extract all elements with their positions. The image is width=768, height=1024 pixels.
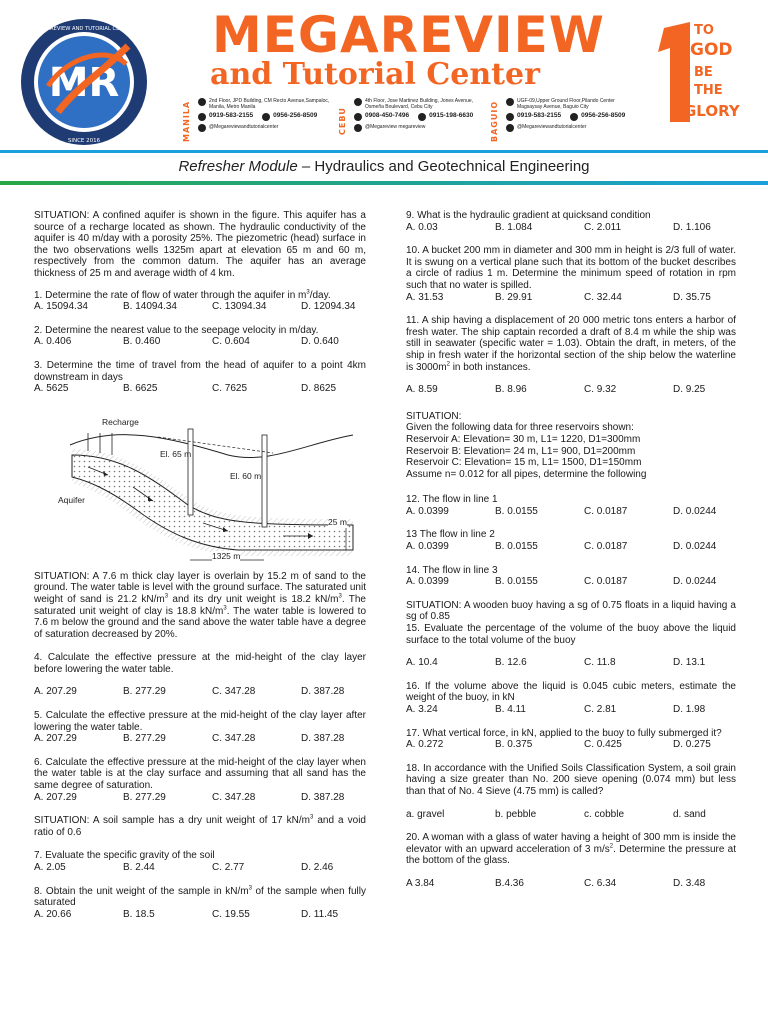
- situation-reservoirs: [406, 411, 736, 481]
- choice: D. 2.46: [301, 862, 334, 873]
- choice: c. cobble: [584, 808, 625, 820]
- choices-1: [34, 301, 366, 313]
- mobile-icon: [418, 113, 426, 121]
- aquifer-figure: [58, 415, 358, 563]
- question-8: [34, 886, 366, 909]
- question-text: of the sample when fully saturated: [34, 885, 366, 909]
- choice: C. 347.28: [212, 733, 256, 745]
- question-3: 3. Determine the time of travel from the head of aquifer to a point 4km downstream in days: [34, 359, 366, 383]
- mobile-icon: [570, 113, 578, 121]
- choice: A. 0.0399: [406, 576, 449, 588]
- aquifer-diagram: [58, 415, 358, 563]
- question-6: 6. Calculate the effective pressure at the mid-height of the clay layer when the water table is at the clay surface and assuming that all sand has the same degree of saturation.: [34, 756, 366, 792]
- choice: C. 2.81: [584, 704, 617, 715]
- logo-ring-bottom: SINCE 2016: [67, 138, 101, 144]
- choices-9: [406, 222, 736, 234]
- question-text: 1. Determine the rate of flow of water through the aquifer in m: [34, 289, 307, 301]
- choices-17: [406, 739, 736, 751]
- choice: D. 1.106: [673, 221, 711, 233]
- superscript: 3: [248, 885, 252, 892]
- choice: A. 0.272: [406, 739, 444, 751]
- choice: B. 2.44: [123, 862, 155, 873]
- question-20: [406, 832, 736, 867]
- location-name: MANILA: [182, 100, 191, 142]
- figure-label-el65: El. 65 m: [160, 448, 192, 459]
- situation-line: Reservoir C: Elevation= 15 m, L1= 1500, D1=150mm: [406, 457, 642, 469]
- superscript: 2: [609, 843, 614, 850]
- location-facebook: @Megareview megareview: [365, 124, 426, 130]
- situation-clay-layer: [34, 571, 366, 641]
- module-title-italic: Refresher Module: [178, 158, 298, 175]
- choice: B. 12.6: [495, 657, 527, 669]
- figure-label-aquifer: Aquifer: [58, 494, 85, 505]
- choice: A. 0.406: [34, 336, 72, 348]
- question-text: 11. A ship having a displacement of 20 000 metric tons enters a harbor of fresh water. The ship captain recorded a draft of 8.4 m while the ship was still in seawater (specific water = 1.03). Obtain the draft, in meters, of the ship in fresh water if the horizontal section of the ship below the waterline is 3000m: [406, 315, 736, 373]
- phone-icon: [354, 113, 362, 121]
- situation-line: Assume n= 0.012 for all pipes, determine the following: [406, 468, 647, 480]
- choices-16: [406, 704, 736, 716]
- choice: A. 8.59: [406, 384, 438, 396]
- superscript: 2: [446, 361, 450, 368]
- choices-5: [34, 733, 366, 745]
- location-name: BAGUIO: [490, 100, 499, 142]
- choices-18: [406, 809, 736, 821]
- module-title: [0, 158, 768, 175]
- figure-label-distance: 1325 m: [212, 550, 241, 561]
- choice: C. 6.34: [584, 877, 617, 889]
- choices-7: [34, 862, 366, 874]
- location-phone: 0956-256-8509: [273, 112, 318, 119]
- brand-title: MEGAREVIEW: [212, 6, 605, 64]
- location-facebook: @Megareviewandtutorialcenter: [209, 124, 279, 130]
- question-17: 17. What vertical force, in kN, applied to the buoy to fully submerged it?: [406, 727, 722, 739]
- question-text: /day.: [309, 289, 331, 301]
- question-text: in both instances.: [449, 361, 531, 373]
- question-5: 5. Calculate the effective pressure at the mid-height of the clay layer after lowering the water table.: [34, 710, 366, 733]
- motto-word: BE: [694, 65, 713, 80]
- left-column: [34, 210, 366, 920]
- map-pin-icon: [354, 98, 362, 106]
- question-text: 20. A woman with a glass of water having a height of 300 mm is inside the elevator with an upward acceleration of 3 m/s: [406, 832, 736, 855]
- location-phone: 0919-583-2155: [209, 112, 254, 119]
- choice: B. 0.0155: [495, 576, 538, 588]
- situation-text: and its dry unit weight is 18.2 kN/m: [168, 593, 339, 605]
- choice: C. 9.32: [584, 384, 617, 396]
- mobile-icon: [262, 113, 270, 121]
- choice: C. 19.55: [212, 908, 250, 920]
- choices-15: [406, 657, 736, 669]
- choice: B. 277.29: [123, 686, 166, 698]
- choice: C. 11.8: [584, 657, 616, 669]
- choices-14: [406, 576, 736, 588]
- situation-soil-sample: [34, 815, 366, 838]
- phone-icon: [506, 113, 514, 121]
- header-divider-blue: [0, 150, 768, 153]
- choice: C. 0.604: [212, 336, 250, 348]
- superscript: 3: [309, 814, 314, 821]
- choice: B. 1.084: [495, 221, 533, 233]
- choice: C. 2.011: [584, 221, 622, 233]
- choice: C. 0.0187: [584, 541, 628, 553]
- choice: C. 32.44: [584, 291, 622, 303]
- figure-label-recharge: Recharge: [102, 416, 139, 427]
- choice: A. 10.4: [406, 657, 438, 669]
- superscript: 3: [306, 289, 310, 296]
- question-16: 16. If the volume above the liquid is 0.045 cubic meters, estimate the weight of the buoy, in kN: [406, 680, 736, 704]
- motto-word: THE: [694, 83, 723, 98]
- question-text: 8. Obtain the unit weight of the sample in kN/m: [34, 885, 249, 897]
- facebook-icon: [198, 124, 206, 132]
- location-name: CEBU: [338, 107, 347, 135]
- choice: A. 0.0399: [406, 541, 449, 553]
- situation-text: . The water table is lowered to 7.6 m below the ground and the sand above the water table have a degree of saturation decreased by 20%.: [34, 605, 367, 640]
- choice: C. 0.0187: [584, 505, 628, 517]
- choice: A. 3.24: [406, 704, 438, 715]
- choice: A. 207.29: [34, 733, 77, 745]
- choice: D. 0.640: [301, 336, 339, 348]
- choices-13: [406, 541, 736, 553]
- choice: B. 0.460: [123, 336, 161, 348]
- choice: D. 387.28: [301, 791, 345, 803]
- motto-badge: [650, 18, 740, 128]
- choice: C. 347.28: [212, 791, 256, 803]
- situation-line: Reservoir B: Elevation= 24 m, L1= 900, D1=200mm: [406, 445, 636, 457]
- choice: D. 12094.34: [301, 301, 356, 313]
- logo-monogram: MR: [48, 60, 120, 106]
- choice: B. 277.29: [123, 791, 166, 803]
- motto-word: GOD: [690, 40, 733, 60]
- location-address: 2nd Floor, JPD Building, CM Recto Avenue,Sampaloc, Manila, Metro Manila: [209, 98, 330, 110]
- facebook-icon: [506, 124, 514, 132]
- choice: A. 0.0399: [406, 505, 449, 517]
- choices-8: [34, 909, 366, 921]
- question-4: 4. Calculate the effective pressure at the mid-height of the clay layer before lowering the water table.: [34, 652, 366, 675]
- choice: B. 0.0155: [495, 505, 538, 517]
- choice: D. 387.28: [301, 686, 345, 698]
- phone-icon: [198, 113, 206, 121]
- module-title-rest: – Hydraulics and Geotechnical Engineering: [297, 158, 590, 175]
- choice: C. 347.28: [212, 686, 256, 698]
- situation-text: SITUATION: A 7.6 m thick clay layer is overlain by 15.2 m of sand to the ground. The water table is level with the ground surface. The saturated unit weight of sand is 21.2 kN/m: [34, 570, 366, 605]
- question-12: 12. The flow in line 1: [406, 494, 498, 506]
- choice: D. 13.1: [673, 657, 706, 669]
- choice: B.4.36: [495, 877, 524, 889]
- choice: B. 18.5: [123, 908, 155, 920]
- choice: D. 0.0244: [673, 505, 717, 517]
- situation-buoy: SITUATION: A wooden buoy having a sg of 0.75 floats in a liquid having a sg of 0.85: [406, 599, 736, 623]
- choice: C. 0.0187: [584, 576, 628, 588]
- choice: B. 0.375: [495, 739, 533, 751]
- choice: C. 7625: [212, 383, 248, 395]
- situation-aquifer: SITUATION: A confined aquifer is shown in the figure. This aquifer has a source of a recharge located as shown. The hydraulic conductivity of the aquifer is 40 m/day with a porosity 25%. The piezometric (head) surface in the two observations wells 1325m apart at elevation 65 m and 60 m, respectively from the common datum. The aquifer has an average thickness of 25 m and average width of 4 km.: [34, 210, 366, 279]
- choice: A. 2.05: [34, 862, 66, 873]
- choice: A. 5625: [34, 383, 69, 395]
- map-pin-icon: [198, 98, 206, 106]
- question-9: 9. What is the hydraulic gradient at quicksand condition: [406, 210, 651, 221]
- situation-text: and a void ratio of 0.6: [34, 815, 366, 838]
- question-15: 15. Evaluate the percentage of the volume of the buoy above the liquid surface to the total volume of the buoy: [406, 623, 736, 646]
- choice: C. 2.77: [212, 862, 245, 873]
- choice: D. 1.98: [673, 704, 706, 715]
- choice: D. 35.75: [673, 291, 711, 303]
- choice: d. sand: [673, 808, 706, 820]
- choice: A. 31.53: [406, 291, 444, 303]
- choice: D. 9.25: [673, 384, 706, 396]
- brand-subtitle: and Tutorial Center: [210, 57, 540, 92]
- facebook-icon: [354, 124, 362, 132]
- location-phone: 0919-583-2155: [517, 112, 562, 119]
- choice: D. 3.48: [673, 877, 706, 889]
- choices-20: [406, 878, 736, 890]
- situation-line: Reservoir A: Elevation= 30 m, L1= 1220, D1=300mm: [406, 433, 641, 445]
- superscript: 3: [164, 593, 169, 600]
- choice: D. 0.275: [673, 739, 711, 751]
- question-18: 18. In accordance with the Unified Soils Classification System, a soil grain having a size greater than No. 200 sieve opening (0.074 mm) but less than that of No. 4 Sieve (4.75 mm) is called?: [406, 762, 736, 797]
- logo-ring-top: MEGAREVIEW AND TUTORIAL CENTER: [34, 26, 134, 32]
- choice: D. 11.45: [301, 908, 339, 920]
- choice: b. pebble: [495, 808, 537, 820]
- question-text: . Determine the pressure at the bottom of the glass.: [406, 843, 736, 867]
- choices-10: [406, 292, 736, 304]
- location-address: UGF-09,Upper Ground Floor,Pilando Center Magsaysay Avenue, Baguio City: [517, 98, 615, 110]
- motto-word: GLORY: [684, 102, 740, 120]
- choice: B. 14094.34: [123, 301, 177, 313]
- situation-text: SITUATION: A soil sample has a dry unit weight of 17 kN/m: [34, 815, 310, 827]
- choice: a. gravel: [406, 808, 445, 820]
- choices-11: [406, 384, 736, 396]
- choice: A. 20.66: [34, 908, 72, 920]
- figure-label-el60: El. 60 m: [230, 470, 262, 481]
- question-2: 2. Determine the nearest value to the seepage velocity in m/day.: [34, 324, 319, 336]
- megareview-logo: [18, 16, 150, 148]
- choice: D. 0.0244: [673, 576, 717, 588]
- choices-6: [34, 792, 366, 804]
- right-column: [406, 210, 736, 890]
- location-address: 4th Floor, Jose Martinez Building, Jones Avenue, Osmeña Boulevard, Cebu City: [365, 98, 474, 110]
- choice: B. 277.29: [123, 733, 166, 745]
- choice: B. 6625: [123, 383, 158, 395]
- choice: C. 13094.34: [212, 301, 267, 313]
- choices-4: [34, 686, 366, 698]
- choice: D. 387.28: [301, 733, 345, 745]
- choice: D. 8625: [301, 383, 337, 395]
- choice: B. 8.96: [495, 384, 527, 396]
- situation-line: Given the following data for three reservoirs shown:: [406, 422, 634, 434]
- situation-line: SITUATION:: [406, 410, 462, 422]
- choice: C. 0.425: [584, 739, 622, 751]
- choices-2: [34, 336, 366, 348]
- figure-label-thickness: 25 m: [328, 516, 347, 527]
- location-phone: 0915-198-6630: [429, 112, 474, 119]
- choice: A 3.84: [406, 877, 435, 889]
- choice: B. 4.11: [495, 704, 526, 715]
- question-10: 10. A bucket 200 mm in diameter and 300 mm in height is 2/3 full of water. It is swung on a vertical plane such that its bottom of the bucket describes a circle of radius 1 m. Determine the minimum speed of rotation in rpm such that no water is spilled.: [406, 245, 736, 291]
- choice: B. 0.0155: [495, 541, 538, 553]
- choice: D. 0.0244: [673, 541, 717, 553]
- choice: A. 207.29: [34, 791, 77, 803]
- map-pin-icon: [506, 98, 514, 106]
- question-1: [34, 290, 366, 302]
- choice: A. 15094.34: [34, 301, 88, 313]
- question-14: 14. The flow in line 3: [406, 564, 498, 576]
- superscript: 3: [338, 593, 342, 600]
- location-phone: 0956-256-8509: [581, 112, 626, 119]
- motto-word: TO: [694, 23, 714, 38]
- choice: B. 29.91: [495, 291, 533, 303]
- choice: A. 0.03: [406, 221, 438, 233]
- header: [0, 0, 768, 150]
- superscript: 3: [223, 605, 227, 612]
- choices-12: [406, 506, 736, 518]
- question-13: 13 The flow in line 2: [406, 529, 495, 541]
- question-11: [406, 315, 736, 373]
- location-phone: 0908-450-7496: [365, 112, 410, 119]
- header-divider-gradient: [0, 181, 768, 185]
- situation-text: . The saturated unit weight of clay is 18.8 kN/m: [34, 593, 366, 617]
- location-facebook: @Megareviewandtutorialcenter: [517, 124, 587, 130]
- question-7: 7. Evaluate the specific gravity of the soil: [34, 850, 215, 862]
- choice: A. 207.29: [34, 686, 77, 698]
- choices-3: [34, 383, 366, 395]
